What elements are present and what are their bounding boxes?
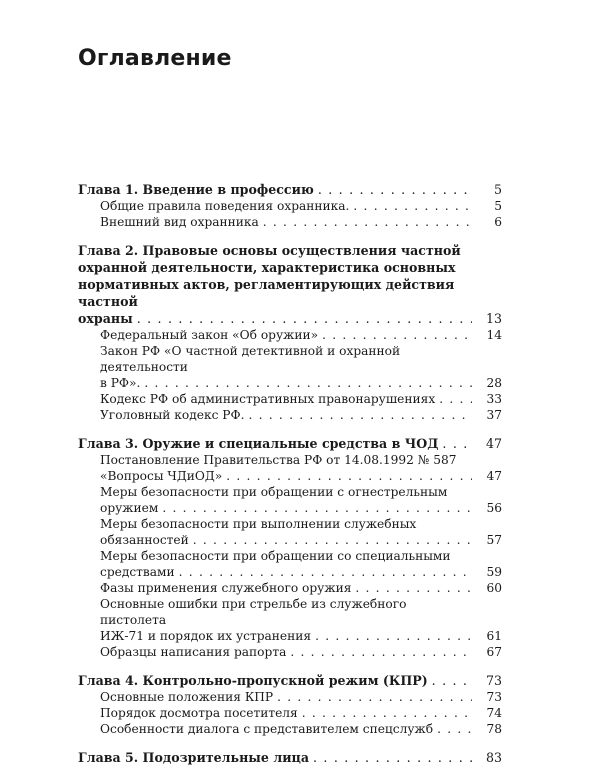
page-number: 56 [472, 500, 502, 516]
section-title-line[interactable] [78, 391, 502, 407]
chapter-title-line[interactable] [78, 435, 502, 452]
section-title: Основные положения КПР [100, 690, 274, 704]
section-title-line[interactable] [78, 548, 502, 564]
page-number: 47 [472, 468, 502, 484]
section-title: Внешний вид охранника [100, 215, 259, 229]
section-title: обязанностей [100, 533, 189, 547]
page-number: 33 [472, 391, 502, 407]
section-title: Уголовный кодекс РФ. [100, 408, 245, 422]
section-title: Федеральный закон «Об оружии» [100, 328, 319, 342]
chapter-title: охраны [78, 311, 133, 326]
page-number: 78 [472, 721, 502, 737]
section-title: Меры безопасности при обращении с огнестрельным [100, 485, 448, 499]
page-number: 59 [472, 564, 502, 580]
chapter-block [78, 749, 502, 766]
chapter-title: Глава 1. Введение в профессию [78, 182, 314, 197]
page-number: 5 [472, 198, 502, 214]
section-title-line[interactable] [78, 484, 502, 500]
section-title-line[interactable] [78, 214, 502, 230]
section-title-line[interactable] [78, 407, 502, 423]
section-title-line[interactable] [78, 500, 502, 516]
page-number: 73 [472, 672, 502, 689]
section-title: Особенности диалога с представителем спецслужб [100, 722, 434, 736]
chapter-title-line[interactable] [78, 259, 502, 276]
section-title-line[interactable] [78, 198, 502, 214]
section-title: Образцы написания рапорта [100, 645, 287, 659]
section-title: ИЖ-71 и порядок их устранения [100, 629, 312, 643]
section-title-line[interactable] [78, 580, 502, 596]
section-title: средствами [100, 565, 175, 579]
section-title: Кодекс РФ об административных правонарушениях [100, 392, 436, 406]
section-title: Фазы применения служебного оружия [100, 581, 352, 595]
page-number: 14 [472, 327, 502, 343]
chapter-title-line[interactable] [78, 749, 502, 766]
page-title: Оглавление [78, 46, 232, 71]
section-title-line[interactable] [78, 468, 502, 484]
section-title-line[interactable] [78, 343, 502, 375]
section-title-line[interactable] [78, 644, 502, 660]
page-number: 60 [472, 580, 502, 596]
page-number: 83 [472, 749, 502, 766]
section-title: Меры безопасности при обращении со специальными [100, 549, 451, 563]
section-title-line[interactable] [78, 327, 502, 343]
section-title-line[interactable] [78, 452, 502, 468]
section-title: Постановление Правительства РФ от 14.08.1992 № 587 [100, 453, 457, 467]
chapter-title-line[interactable] [78, 181, 502, 198]
section-title-line[interactable] [78, 721, 502, 737]
section-title-line[interactable] [78, 516, 502, 532]
section-title-line[interactable] [78, 705, 502, 721]
page-number: 47 [472, 435, 502, 452]
section-title-line[interactable] [78, 689, 502, 705]
section-title-line[interactable] [78, 532, 502, 548]
table-of-contents [78, 181, 502, 778]
chapter-title-line[interactable] [78, 672, 502, 689]
section-title: Общие правила поведения охранника. [100, 199, 350, 213]
page-number: 6 [472, 214, 502, 230]
chapter-title: нормативных актов, регламентирующих действия частной [78, 277, 455, 309]
section-title: в РФ». [100, 376, 141, 390]
page-number: 28 [472, 375, 502, 391]
chapter-block [78, 181, 502, 230]
chapter-title: Глава 2. Правовые основы осуществления частной [78, 243, 461, 258]
page-number: 74 [472, 705, 502, 721]
page-number: 67 [472, 644, 502, 660]
section-title-line[interactable] [78, 375, 502, 391]
chapter-block [78, 672, 502, 737]
chapter-title-line[interactable] [78, 276, 502, 310]
chapter-title: Глава 3. Оружие и специальные средства в ЧОД [78, 436, 439, 451]
chapter-title-line[interactable] [78, 242, 502, 259]
section-title-line[interactable] [78, 596, 502, 628]
section-title: Порядок досмотра посетителя [100, 706, 298, 720]
section-title: «Вопросы ЧДиОД» [100, 469, 223, 483]
section-title-line[interactable] [78, 628, 502, 644]
section-title: Закон РФ «О частной детективной и охранной деятельности [100, 344, 401, 374]
chapter-block [78, 242, 502, 423]
page-number: 5 [472, 181, 502, 198]
page-number: 61 [472, 628, 502, 644]
page-number: 73 [472, 689, 502, 705]
chapter-block [78, 435, 502, 660]
chapter-title: охранной деятельности, характеристика основных [78, 260, 456, 275]
section-title: Основные ошибки при стрельбе из служебного пистолета [100, 597, 407, 627]
section-title: оружием [100, 501, 159, 515]
page-number: 37 [472, 407, 502, 423]
chapter-title-line[interactable] [78, 310, 502, 327]
section-title: Меры безопасности при выполнении служебных [100, 517, 417, 531]
chapter-title: Глава 4. Контрольно-пропускной режим (КПР) [78, 673, 428, 688]
chapter-title: Глава 5. Подозрительные лица [78, 750, 309, 765]
page-number: 13 [472, 310, 502, 327]
section-title-line[interactable] [78, 564, 502, 580]
page-number: 57 [472, 532, 502, 548]
